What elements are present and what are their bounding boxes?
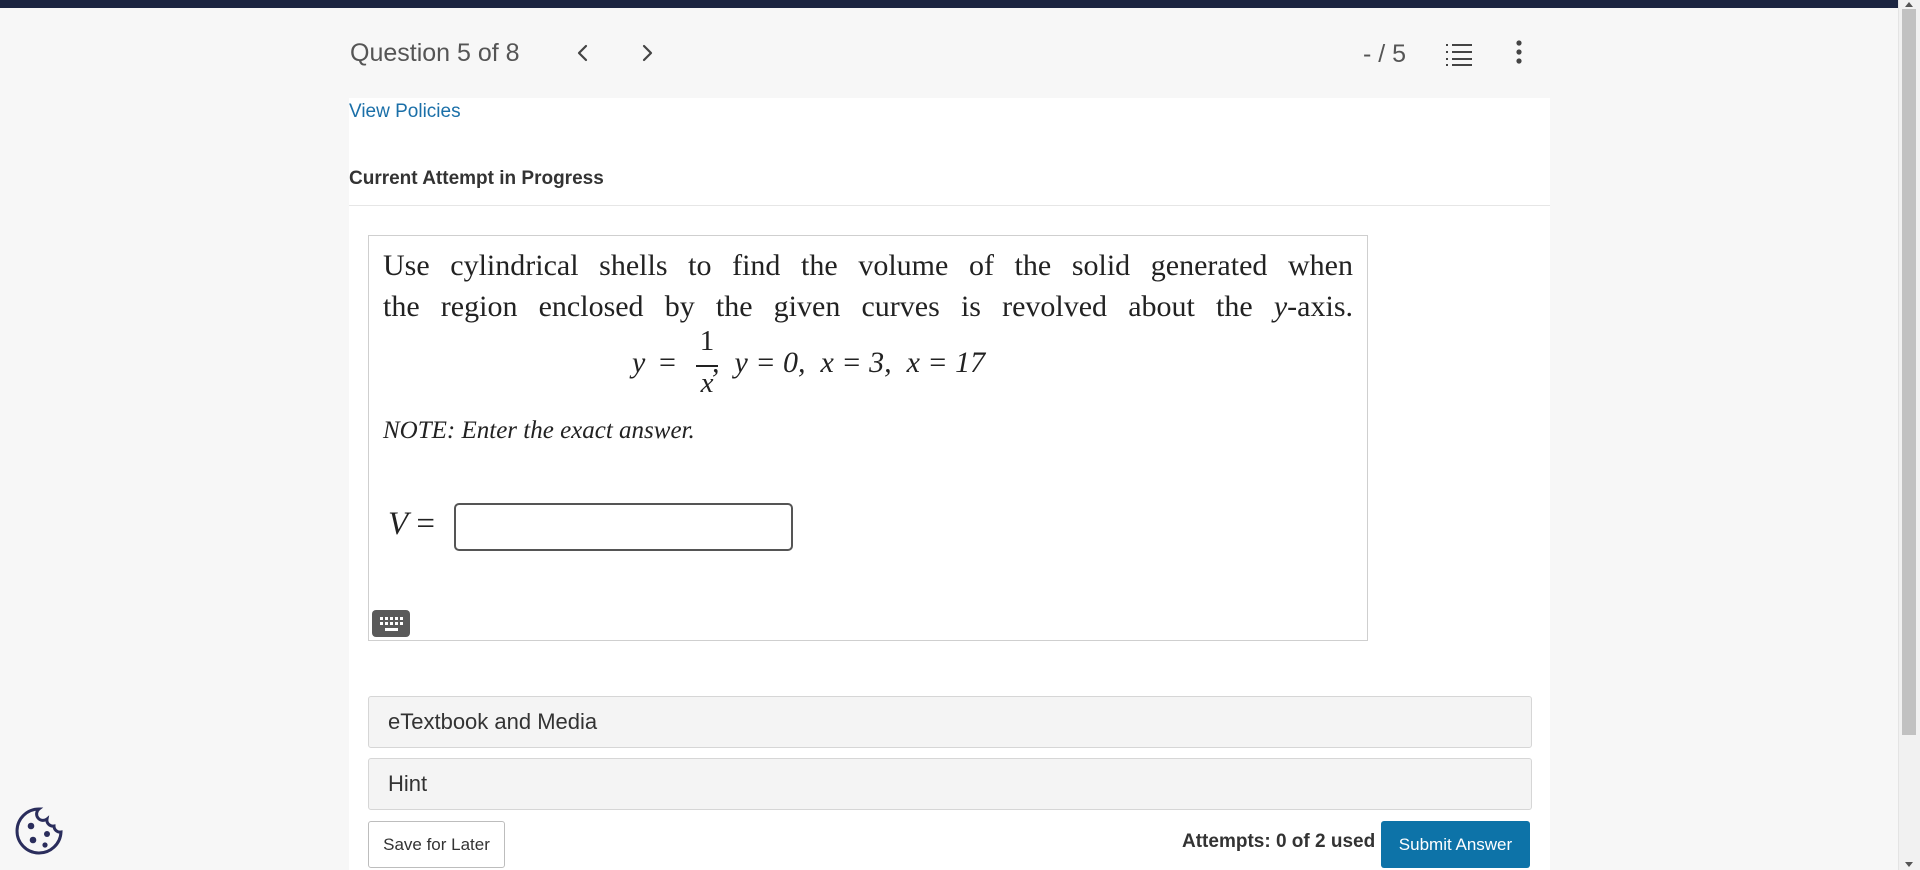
accordion-label: eTextbook and Media	[388, 709, 598, 734]
answer-label	[388, 506, 435, 543]
question-text-part: -axis.	[1287, 290, 1353, 323]
equation-y	[632, 346, 645, 380]
question-header	[0, 8, 1899, 98]
etextbook-media-accordion[interactable]	[368, 696, 1532, 748]
question-list-button[interactable]	[1443, 38, 1475, 70]
save-for-later-button[interactable]: Save for Later	[368, 821, 505, 868]
scroll-down-arrow-icon[interactable]	[1905, 862, 1913, 867]
cookie-icon	[14, 806, 64, 856]
question-variable: y	[1273, 290, 1288, 323]
view-policies-link[interactable]: View Policies	[349, 101, 461, 122]
scroll-up-arrow-icon[interactable]	[1905, 2, 1913, 7]
hint-accordion[interactable]	[368, 758, 1532, 810]
question-box	[368, 235, 1368, 641]
attempts-counter: Attempts: 0 of 2 used	[1182, 831, 1376, 852]
question-text-line-1: Use cylindrical shells to find the volume of the solid generated when	[383, 249, 1353, 282]
more-options-button[interactable]	[1503, 38, 1535, 70]
chevron-right-icon	[632, 38, 662, 68]
answer-variable: V	[388, 506, 409, 542]
more-vertical-icon	[1503, 38, 1535, 70]
accordion-label: Hint	[388, 771, 428, 796]
divider	[349, 205, 1550, 206]
equation-equals: =	[659, 346, 676, 379]
question-counter: Question 5 of 8	[350, 39, 520, 67]
question-panel	[349, 98, 1550, 870]
cookie-settings-button[interactable]	[14, 806, 64, 856]
top-bar	[0, 0, 1899, 8]
answer-input[interactable]	[454, 503, 793, 551]
fraction-denominator: x	[700, 367, 714, 399]
numbered-list-icon	[1443, 38, 1475, 70]
submit-answer-button[interactable]: Submit Answer	[1381, 821, 1530, 868]
keyboard-icon	[372, 610, 410, 637]
question-text-part: the region enclosed by the given curves is revolved about the	[383, 290, 1274, 323]
equation-rest: , y = 0, x = 3, x = 17	[712, 346, 986, 379]
scrollbar-thumb[interactable]	[1902, 9, 1916, 735]
score-display: - / 5	[1363, 40, 1407, 68]
next-question-button[interactable]	[632, 38, 662, 68]
page-scrollbar[interactable]	[1898, 0, 1920, 870]
attempt-status-title: Current Attempt in Progress	[349, 168, 604, 189]
prev-question-button[interactable]	[568, 38, 598, 68]
answer-equals: =	[416, 506, 436, 542]
answer-note: NOTE: Enter the exact answer.	[383, 417, 695, 444]
chevron-left-icon	[568, 38, 598, 68]
math-variable: y	[632, 346, 646, 379]
math-keyboard-button[interactable]	[372, 610, 410, 637]
fraction-numerator: 1	[699, 325, 715, 357]
question-text-line-2	[383, 286, 1353, 327]
